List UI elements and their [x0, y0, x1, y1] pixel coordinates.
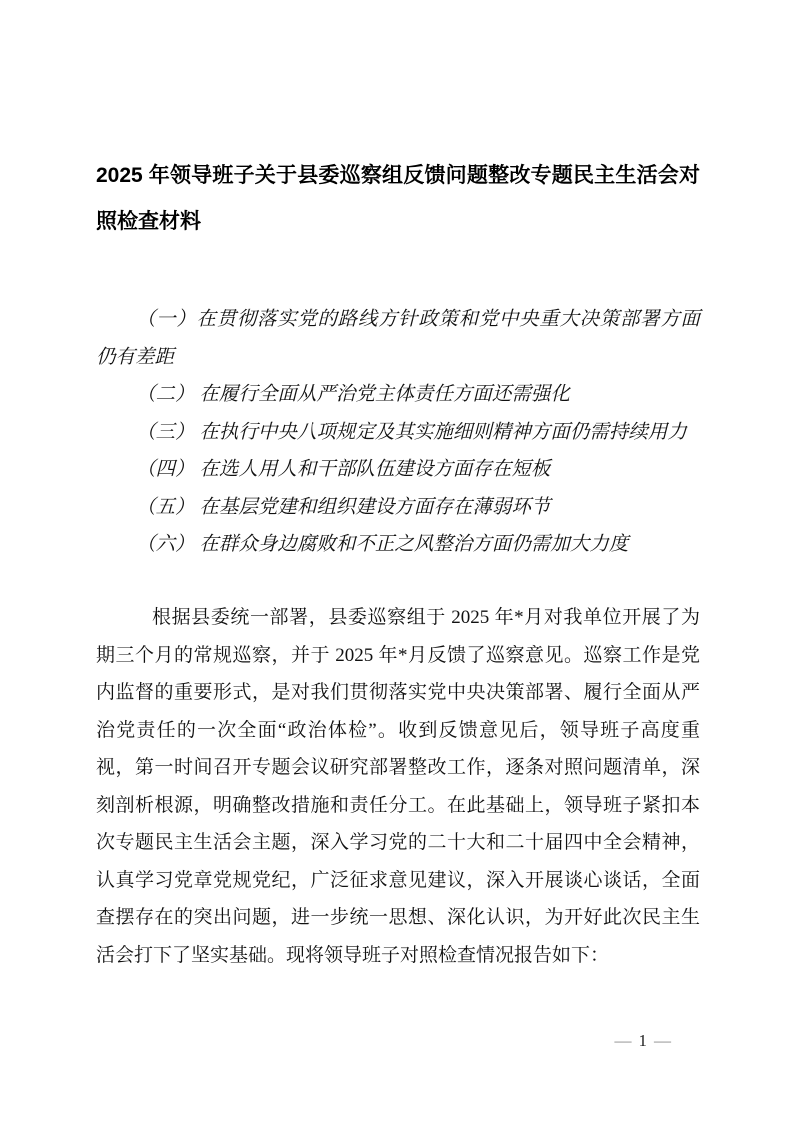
page-footer	[615, 1031, 672, 1051]
outline-list	[96, 301, 700, 564]
outline-item-5: （五） 在基层党建和组织建设方面存在薄弱环节	[136, 496, 551, 518]
document-title: 2025 年领导班子关于县委巡察组反馈问题整改专题民主生活会对照检查材料	[96, 164, 700, 233]
body-paragraph: 根据县委统一部署，县委巡察组于 2025 年*月对我单位开展了为期三个月的常规巡察，并于 2025 年*月反馈了巡察意见。巡察工作是党内监督的重要形式，是对我们贯彻落实党中央决策部署、履行全面从严治党责任的一次全面“政治体检”。收到反馈意见后，领导班子高度重视，第一时间召开专题会议研究部署整改工作，逐条对照问题清单，深刻剖析根源，明确整改措施和责任分工。在此基础上，领导班子紧扣本次专题民主生活会主题，深入学习党的二十大和二十届四中全会精神，认真学习党章党规党纪，广泛征求意见建议，深入开展谈心谈话，全面查摆存在的突出问题，进一步统一思想、深化认识，为开好此次民主生活会打下了坚实基础。现将领导班子对照检查情况报告如下：	[96, 607, 700, 966]
page-number-dash-left: —	[614, 1031, 632, 1050]
outline-item-4: （四） 在选人用人和干部队伍建设方面存在短板	[136, 459, 551, 480]
outline-item-1: （一）在贯彻落实党的路线方针政策和党中央重大决策部署方面仍有差距	[96, 309, 700, 368]
outline-item-3: （三） 在执行中央八项规定及其实施细则精神方面仍需持续用力	[136, 421, 687, 443]
outline-item-6: （六） 在群众身边腐败和不正之风整治方面仍需加大力度	[136, 534, 629, 555]
page-number-dash-right: —	[654, 1031, 671, 1050]
page-number: 1	[638, 1031, 647, 1050]
outline-item-2: （二） 在履行全面从严治党主体责任方面还需强化	[136, 384, 570, 405]
